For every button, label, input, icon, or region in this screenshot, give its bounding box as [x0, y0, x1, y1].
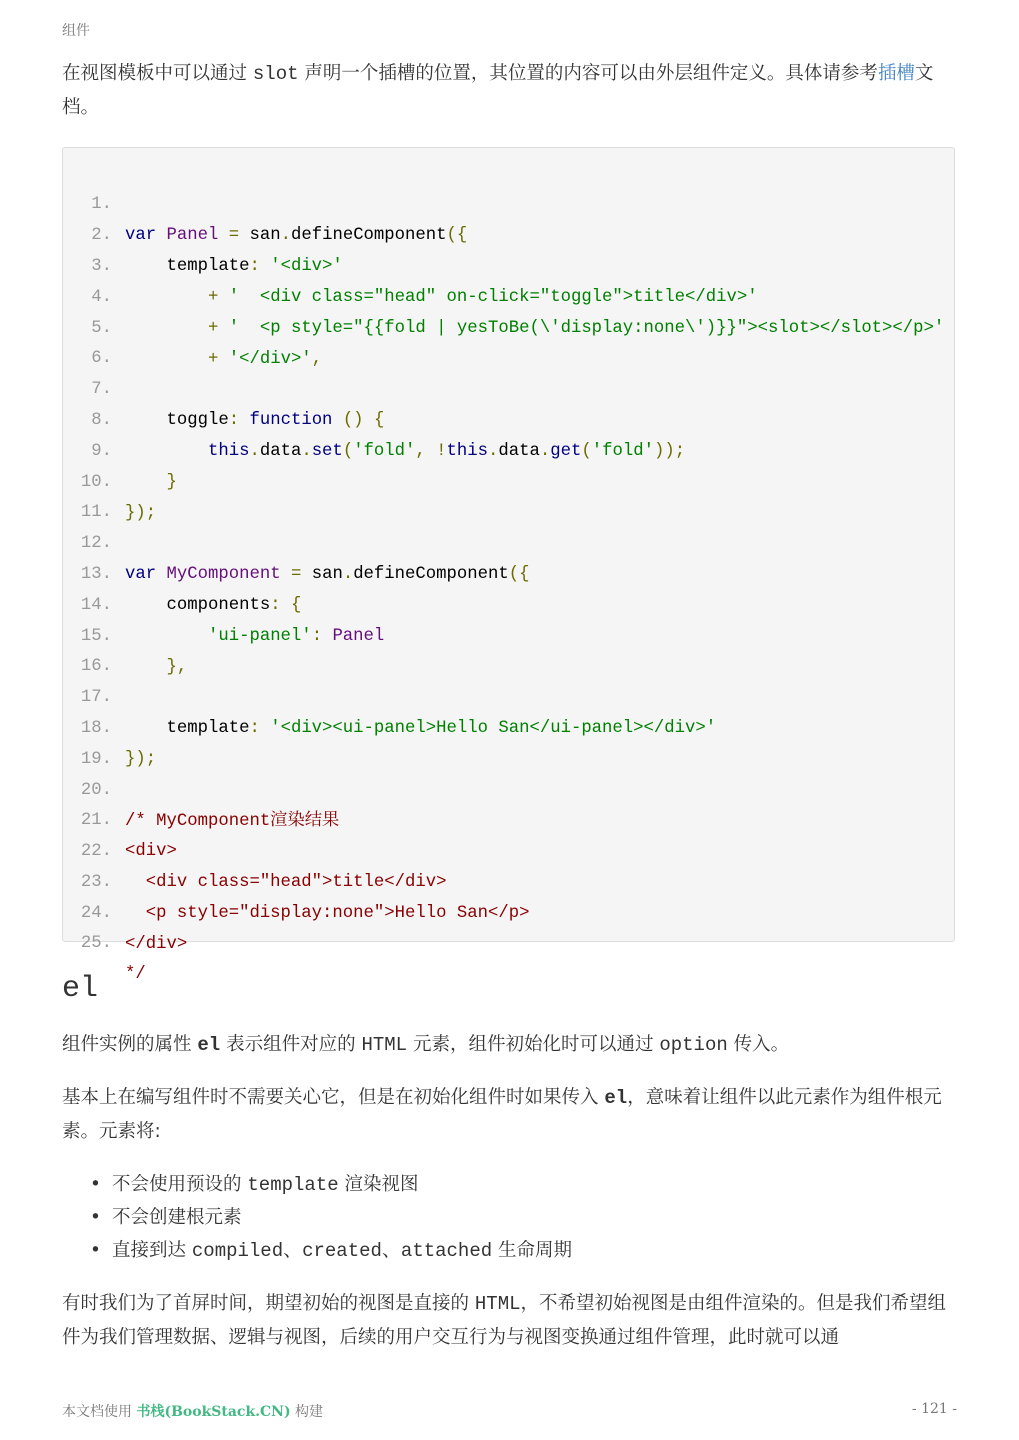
code-line-1: 1. var Panel = san.defineComponent({ — [63, 158, 104, 189]
code-line-12: 12. var MyComponent = san.defineComponent({ — [63, 497, 104, 528]
code-line-25: 25. */ — [63, 897, 104, 928]
code-line-24: 24. </div> — [63, 867, 104, 898]
line-number: 15. — [80, 627, 112, 646]
line-number: 18. — [80, 719, 112, 738]
code-line-18: 18. }); — [63, 682, 104, 713]
el-paragraph-2: 基本上在编写组件时不需要关心它，但是在初始化组件时如果传入 el，意味着让组件以此元素作为组件根元素。元素将: — [62, 1087, 942, 1142]
el-paragraph-3: 有时我们为了首屏时间，期望初始的视图是直接的 HTML，不希望初始视图是由组件渲染的。但是我们希望组件为我们管理数据、逻辑与视图，后续的用户交互行为与视图变换通过组件管理，此时就可以通 — [62, 1293, 947, 1348]
intro-text-b: 声明一个插槽的位置，其位置的内容可以由外层组件定义。具体请参考 — [298, 63, 878, 84]
line-number: 20. — [80, 781, 112, 800]
code-line-3: 3. + ' <div class="head" on-click="toggle">title</div>' — [63, 220, 104, 251]
line-number: 2. — [91, 226, 112, 245]
line-number: 3. — [91, 257, 112, 276]
line-number: 10. — [80, 473, 112, 492]
el-bullet-list — [90, 1168, 572, 1267]
line-number: 22. — [80, 842, 112, 861]
line-number: 8. — [91, 411, 112, 430]
inline-code-el: el — [197, 1034, 221, 1056]
inline-code-html: HTML — [474, 1293, 521, 1315]
code-line-21: 21. <div> — [63, 774, 104, 805]
page-number: - 121 - — [911, 1401, 957, 1417]
intro-text-c: 文档。 — [62, 63, 934, 118]
code-line-10: 10. }); — [63, 436, 104, 467]
line-number: 13. — [80, 565, 112, 584]
line-number: 21. — [80, 811, 112, 830]
code-line-11 — [63, 466, 112, 522]
line-number: 1. — [91, 195, 112, 214]
intro-text-a: 在视图模板中可以通过 — [62, 63, 253, 84]
inline-code-option: option — [659, 1034, 728, 1056]
list-item: • 不会创建根元素 — [90, 1201, 572, 1234]
line-number: 4. — [91, 288, 112, 307]
inline-code-slot: slot — [252, 63, 299, 85]
inline-code-template: template — [247, 1174, 339, 1196]
code-line-19 — [63, 713, 112, 769]
code-line-2: 2. template: '<div>' — [63, 189, 104, 220]
code-block — [62, 147, 955, 984]
line-number: 19. — [80, 750, 112, 769]
line-number: 9. — [91, 442, 112, 461]
footer-credit: 本文档使用 书栈(BookStack.CN) 构建 — [62, 1404, 324, 1420]
line-number: 23. — [80, 873, 112, 892]
inline-code-lifecycle: compiled、created、attached — [191, 1240, 493, 1262]
code-line-7: 7. toggle: function () { — [63, 343, 104, 374]
slot-intro-paragraph — [62, 57, 954, 124]
code-line-4: 4. + ' <p style="{{fold | yesToBe(\'display:none\')}}"><slot></slot></p>' — [63, 251, 104, 282]
list-item: • 直接到达 compiled、created、attached 生命周期 — [90, 1234, 572, 1267]
line-number: 14. — [80, 596, 112, 615]
code-line-13: 13. components: { — [63, 528, 104, 559]
list-item: • 不会使用预设的 template 渲染视图 — [90, 1168, 572, 1201]
slot-doc-link[interactable]: 插槽 — [877, 63, 915, 84]
code-line-22: 22. <div class="head">title</div> — [63, 805, 104, 836]
line-number: 12. — [80, 534, 112, 553]
code-line-17: 17. template: '<div><ui-panel>Hello San</ui-panel></div>' — [63, 651, 104, 682]
code-line-8: 8. this.data.set('fold', !this.data.get('fold')); — [63, 374, 104, 405]
code-line-14: 14. 'ui-panel': Panel — [63, 559, 104, 590]
code-line-6 — [63, 312, 112, 368]
line-number: 7. — [91, 380, 112, 399]
code-line-16 — [63, 620, 112, 676]
bookstack-link[interactable]: 书栈(BookStack.CN) — [136, 1404, 291, 1420]
line-number: 25. — [80, 934, 112, 953]
line-number: 11. — [80, 503, 112, 522]
code-line-20: 20. /* MyComponent渲染结果 — [63, 744, 104, 775]
line-number: 5. — [91, 319, 112, 338]
inline-code-el: el — [604, 1087, 628, 1109]
code-line-23: 23. <p style="display:none">Hello San</p> — [63, 836, 104, 867]
line-number: 24. — [80, 904, 112, 923]
line-number: 16. — [80, 657, 112, 676]
section-label: 组件 — [62, 23, 90, 39]
code-line-9: 9. } — [63, 405, 104, 436]
el-section-heading: el — [62, 972, 99, 1006]
el-paragraph-1: 组件实例的属性 el 表示组件对应的 HTML 元素，组件初始化时可以通过 option 传入。 — [62, 1034, 790, 1056]
code-line-15: 15. }, — [63, 590, 104, 621]
inline-code-html: HTML — [361, 1034, 408, 1056]
code-line-5: 5. + '</div>', — [63, 282, 104, 313]
line-number: 6. — [91, 349, 112, 368]
line-number: 17. — [80, 688, 112, 707]
